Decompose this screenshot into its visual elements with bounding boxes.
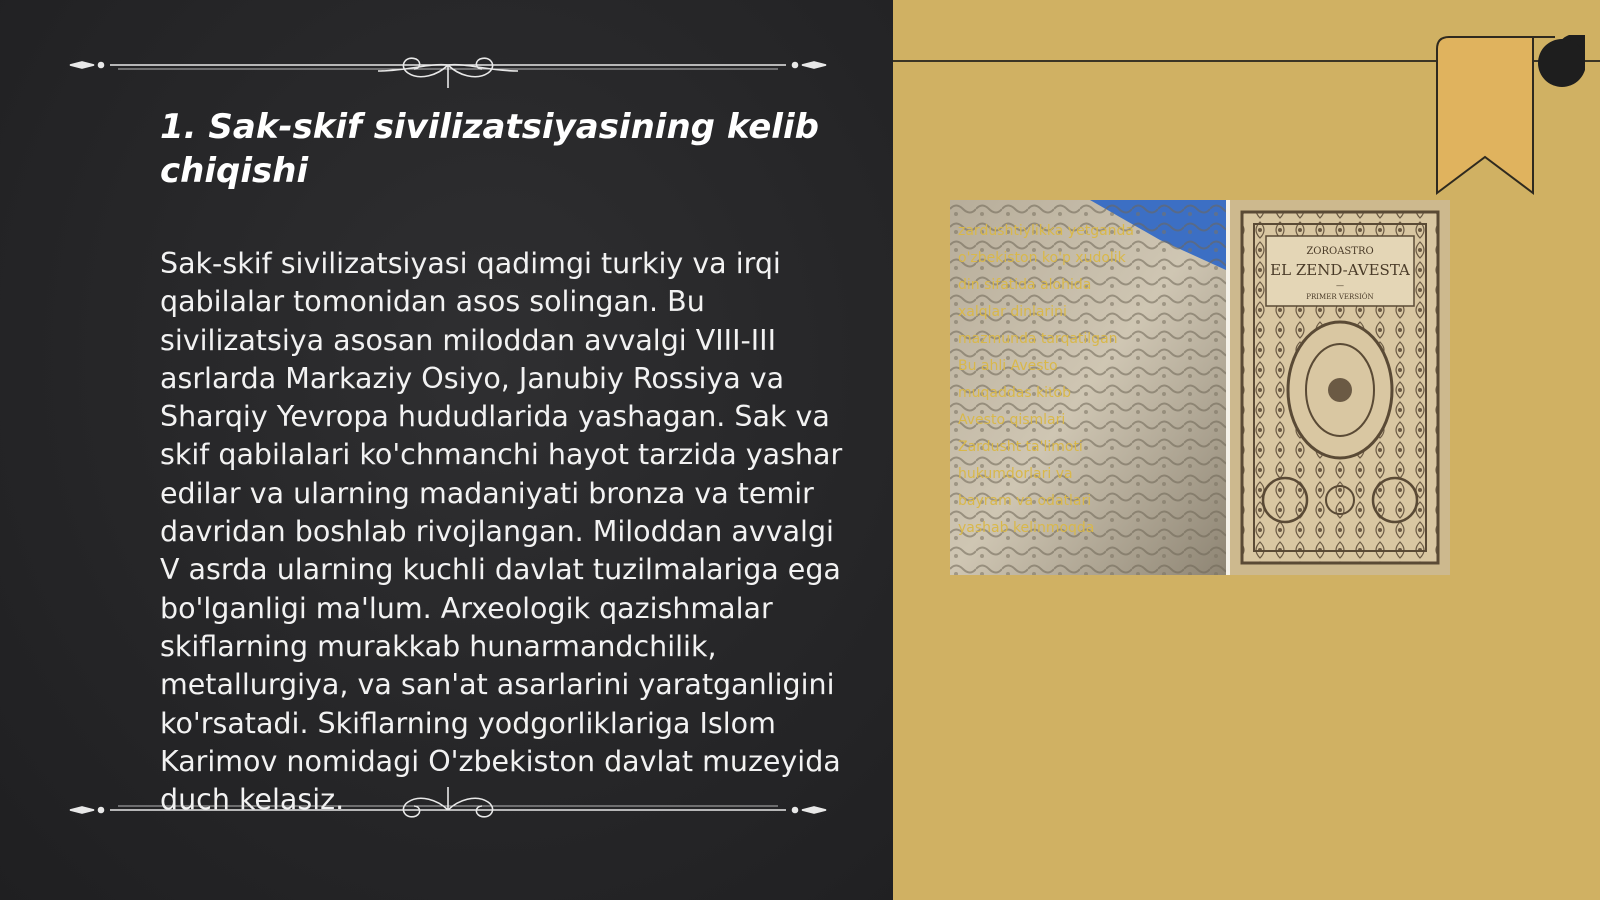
relief-caption-4: xalqlar dinlarini <box>958 304 1067 320</box>
book-separator: — <box>1336 281 1344 290</box>
relief-caption-12: yashab kelinmoqda <box>958 520 1095 536</box>
ornament-top-divider <box>68 40 828 90</box>
bookmark-ribbon <box>1435 35 1585 200</box>
slide-title: 1. Sak-skif sivilizatsiyasining kelib chiqishi <box>160 107 819 191</box>
relief-caption-5: mazmunda tarqatilgan <box>958 331 1118 347</box>
relief-caption-2: o'zbekiston ko'p xudolik <box>958 250 1126 266</box>
stone-relief-photo <box>950 200 1226 575</box>
relief-caption-10: hukumdorlari va <box>958 466 1073 482</box>
relief-caption-9: Zardusht ta'limoti <box>958 439 1083 455</box>
relief-caption-7: muqaddas kitob <box>958 385 1072 401</box>
relief-caption-1: zardushtiylikka yetganda <box>958 223 1134 239</box>
book-author: ZOROASTRO <box>1306 246 1374 257</box>
slide-body-text: Sak-skif sivilizatsiyasi qadimgi turkiy va irqi qabilalar tomonidan asos solingan. Bu sivilizatsiya asosan miloddan avvalgi VIII-III asrlarda Markaziy Osiyo, Janubiy Rossiya va Sharqiy Yevropa hududlarida yashagan. Sak va skif qabilalari ko'chmanchi hayot tarzida yashar edilar va ularning madaniyati bronza va temir davridan boshlab rivojlangan. Miloddan avvalgi V asrda ularning kuchli davlat tuzilmalariga ega bo'lganligi ma'lum. Arxeologik qazishmalar skiflarning murakkab hunarmandchilik, metallurgiya, va san'at asarlarini yaratganligini ko'rsatadi. Skiflarning yodgorliklariga Islom Karimov nomidagi O'zbekiston davlat muzeyida duch kelasiz. <box>160 247 843 817</box>
relief-caption-6: Bu ahli Avesto <box>958 358 1058 374</box>
book-title: EL ZEND-AVESTA <box>1270 261 1410 279</box>
book-cover-photo <box>1230 200 1450 575</box>
relief-caption-8: Avesto qismlari <box>958 412 1066 428</box>
book-edition: PRIMER VERSIÓN <box>1306 293 1374 301</box>
relief-caption-3: din sifatida alohida <box>958 277 1092 293</box>
avesta-picture <box>950 200 1450 575</box>
ornament-bottom-divider <box>68 785 828 835</box>
relief-caption-11: bayram va odatlari <box>958 493 1092 509</box>
